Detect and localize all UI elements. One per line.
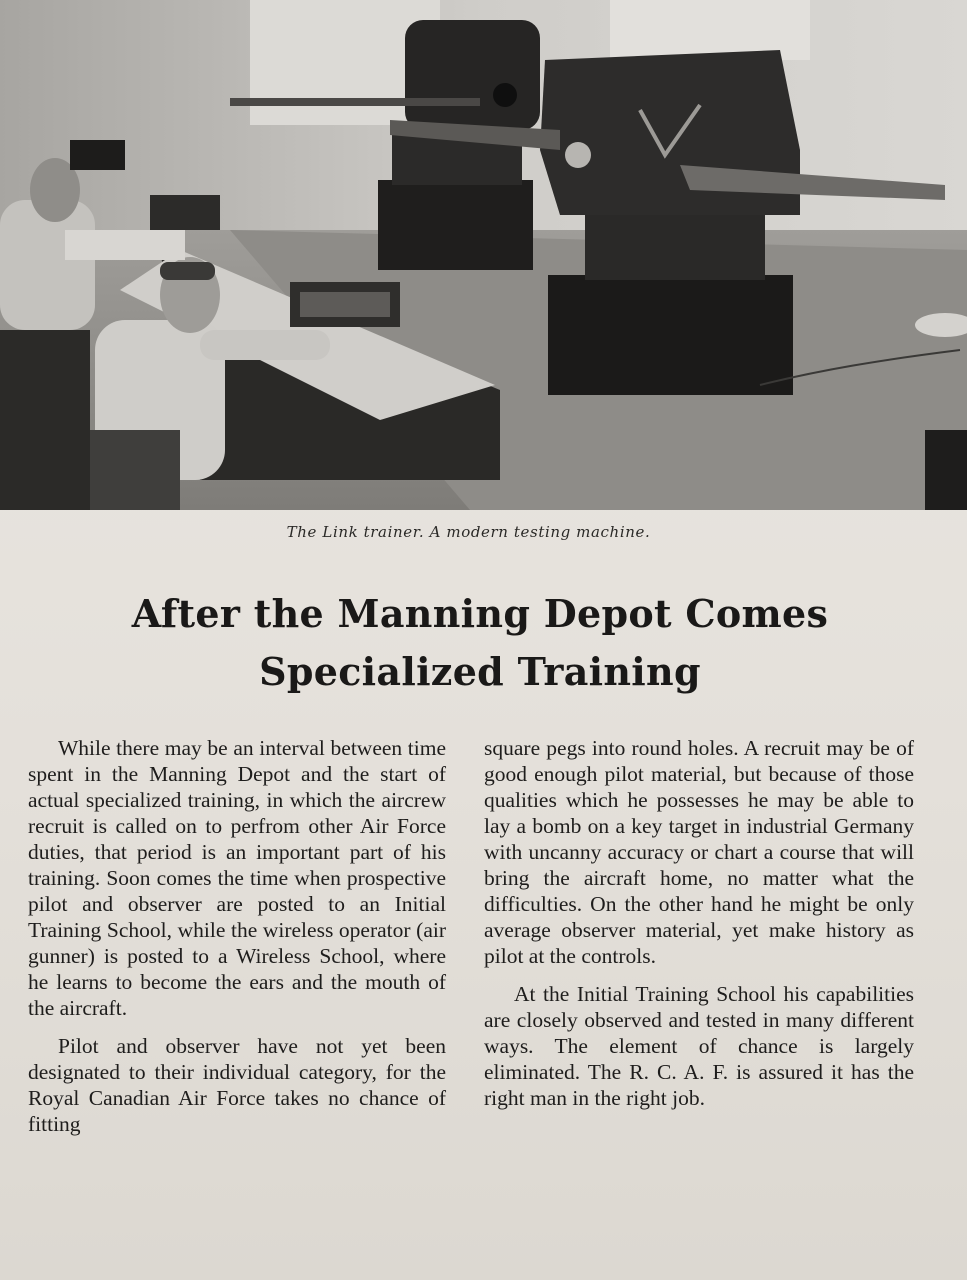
photo-caption: The Link trainer. A modern testing machine. (286, 523, 651, 541)
article-headline (40, 585, 920, 701)
link-trainer-photo (0, 0, 967, 510)
right-paragraph-1: square pegs into round holes. A recruit may be of good enough pilot material, but because of those qualities which he possesses he may be able to lay a bomb on a key target in industrial Germany with uncanny accuracy or chart a course that will bring the aircraft home, no matter what the difficulties. On the other hand he might be only average observer material, yet make history as pilot at the controls. (484, 736, 914, 968)
left-paragraph-1: While there may be an interval between time spent in the Manning Depot and the start of actual specialized training, in which the aircrew recruit is called on to perfrom other Air Force duties, that period is an important part of his training. Soon comes the time when prospective pilot and observer are posted to an Initial Training School, while the wireless operator (air gunner) is posted to a Wireless School, where he learns to become the ears and the mouth of the aircraft. (28, 736, 446, 1020)
headline-line-1: After the Manning Depot Comes (131, 591, 829, 636)
article-left-column (28, 735, 446, 1149)
left-paragraph-2: Pilot and observer have not yet been designated to their individual category, for the Royal Canadian Air Force takes no chance of fitting (28, 1034, 446, 1136)
article-right-column (484, 735, 914, 1123)
right-paragraph-2: At the Initial Training School his capabilities are closely observed and tested in many different ways. The element of chance is largely eliminated. The R. C. A. F. is assured it has the right man in the right job. (484, 982, 914, 1110)
headline-line-2: Specialized Training (259, 649, 701, 694)
